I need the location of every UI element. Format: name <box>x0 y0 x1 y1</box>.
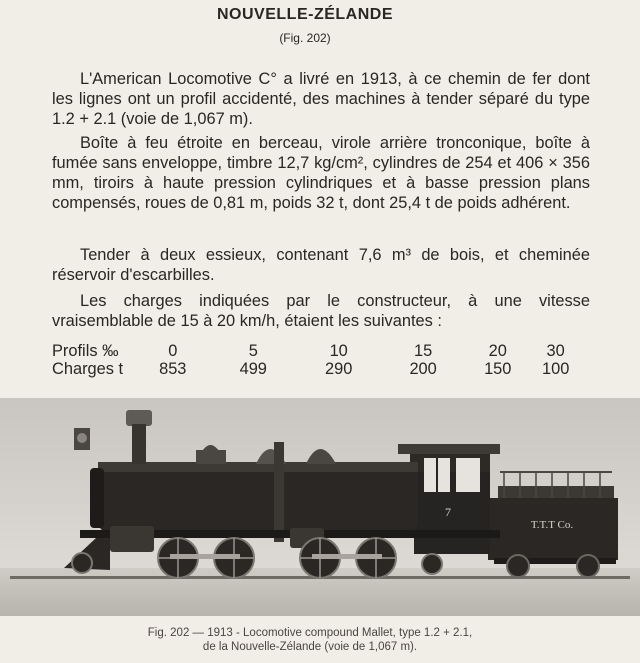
pony-wheel <box>72 553 92 573</box>
paragraph-loads <box>52 291 590 331</box>
figure-reference: (Fig. 202) <box>279 31 331 45</box>
profil-value: 0 <box>168 342 178 360</box>
tender-lettering: T.T.T Co. <box>530 519 574 531</box>
cab-number: 7 <box>445 505 451 519</box>
charge-value: 150 <box>484 360 512 378</box>
charges-label: Charges t <box>52 360 124 378</box>
paragraph-intro-text: L'American Locomotive C° a livré en 1913, à ce chemin de fer dont les lignes ont un profil accidenté, des machines à tender séparé du type 1.2 + 2.1 (voie de 1,067 m). <box>52 70 590 128</box>
profil-value: 30 <box>546 342 565 360</box>
side-rod <box>312 554 382 559</box>
locomotive-photo <box>0 398 640 616</box>
paragraph-intro <box>52 69 590 129</box>
charge-value: 200 <box>409 360 437 378</box>
profil-value: 5 <box>248 342 258 360</box>
load-table <box>52 342 592 378</box>
paragraph-tender-text: Tender à deux essieux, contenant 7,6 m³ de bois, et cheminée réservoir d'escarbilles. <box>52 246 590 284</box>
charges-row <box>52 360 592 378</box>
charge-value: 290 <box>325 360 353 378</box>
profil-value: 20 <box>488 342 507 360</box>
low-pressure-cylinder <box>110 526 154 552</box>
charge-value: 499 <box>239 360 267 378</box>
paragraph-loads-text: Les charges indiquées par le constructeur, à une vitesse vraisemblable de 15 à 20 km/h, étaient les suivantes : <box>52 292 590 330</box>
paragraph-boiler-text: Boîte à feu étroite en berceau, virole arrière tronconique, boîte à fumée sans enveloppe, timbre 12,7 kg/cm², cylindres de 254 et 406 × 356 mm, tiroirs à haute pression cylindriques et à basse pression plans compensés, roues de 0,81 m, poids 32 t, dont 25,4 t de poids adhérent. <box>52 134 590 212</box>
figure-caption <box>0 626 620 654</box>
profil-value: 15 <box>414 342 433 360</box>
profils-label: Profils ‰ <box>52 342 119 360</box>
paragraph-boiler <box>52 133 590 213</box>
charge-value: 100 <box>541 360 570 378</box>
profils-row <box>52 342 592 360</box>
caption-line: de la Nouvelle-Zélande (voie de 1,067 m). <box>202 641 418 653</box>
side-rod <box>170 554 240 559</box>
page-title: NOUVELLE-ZÉLANDE <box>217 6 393 23</box>
paragraph-tender <box>52 245 590 285</box>
profil-value: 10 <box>329 342 348 360</box>
charge-value: 853 <box>159 360 187 378</box>
caption-line: Fig. 202 — 1913 - Locomotive compound Mallet, type 1.2 + 2.1, <box>147 627 473 639</box>
trailing-wheel <box>422 554 442 574</box>
